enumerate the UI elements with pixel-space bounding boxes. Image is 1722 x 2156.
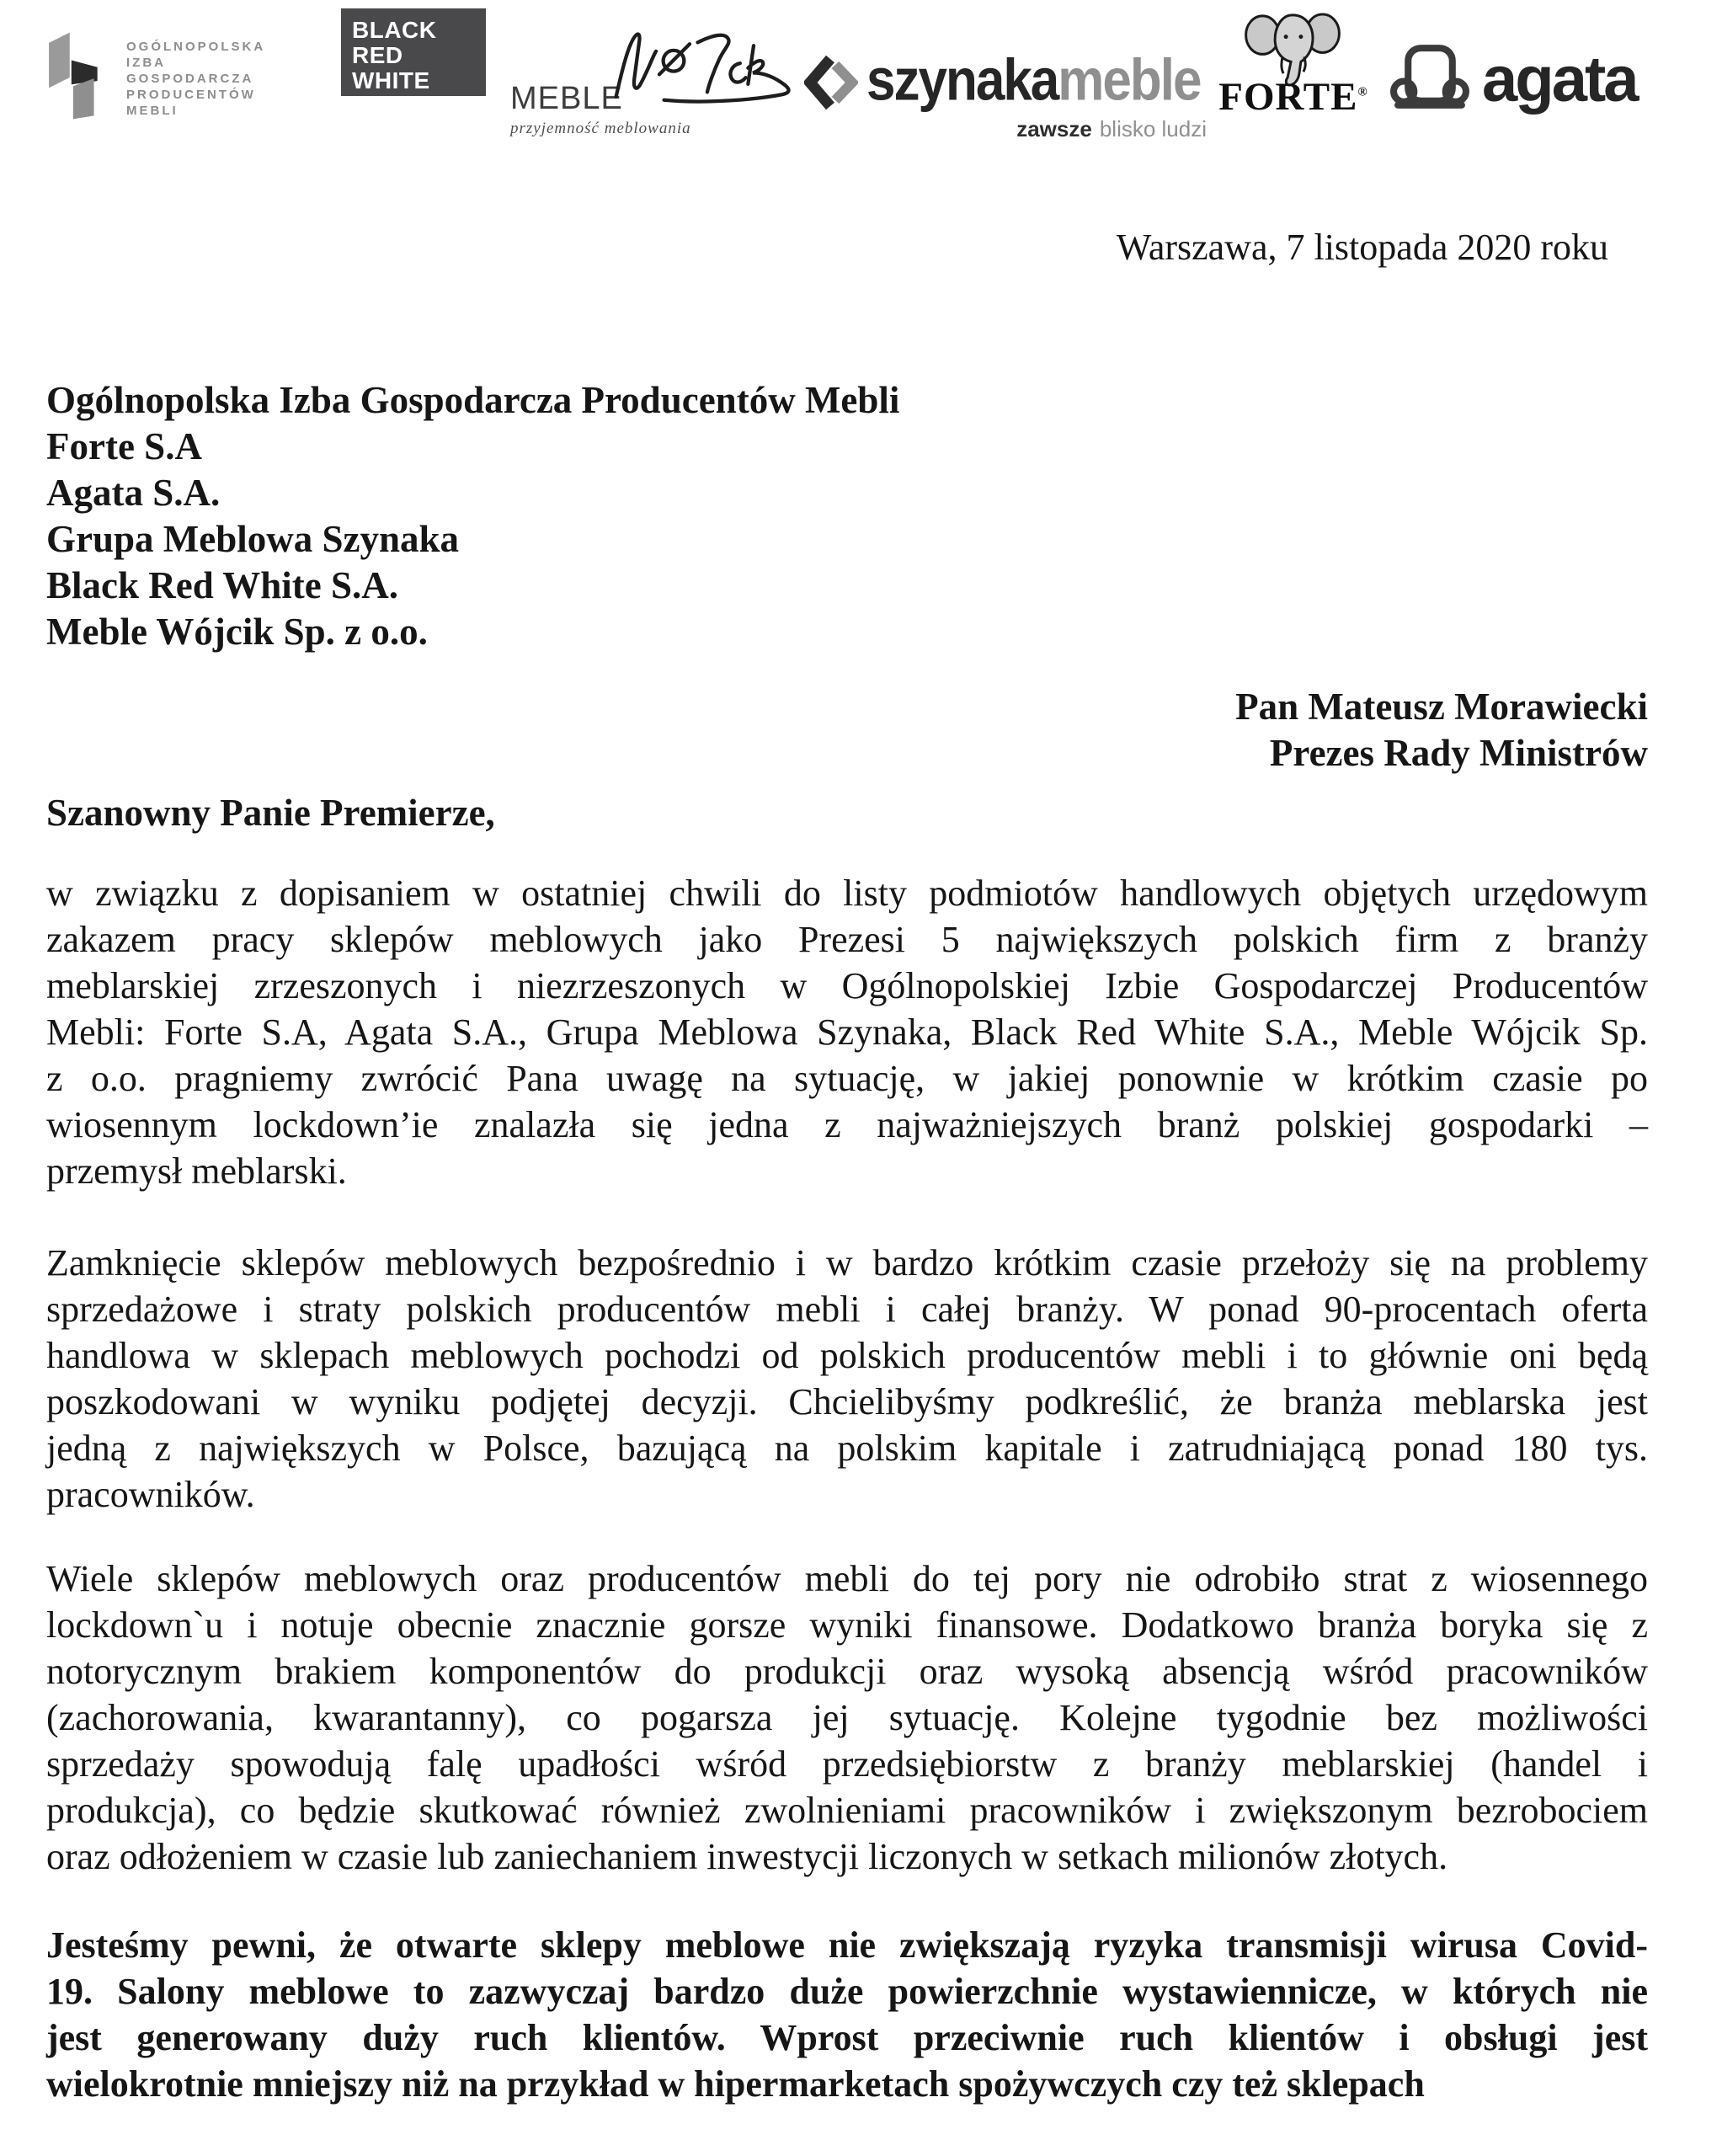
text-line: wielokrotnie mniejszy niż na przykład w hipermarketach spożywczych czy też sklepach: [46, 2063, 1425, 2105]
text-line: oraz odłożeniem w czasie lub zaniechaniem inwestycji liczonych w setkach milionów złotych.: [46, 1836, 1448, 1877]
text-line: sprzedażowe i straty polskich producentów mebli i całej branży. W ponad 90-procentach oferta: [46, 1289, 1648, 1330]
logo-wojcik-brand: MEBLE: [510, 81, 623, 116]
logo-wojcik-tagline: przyjemność meblowania: [510, 120, 691, 137]
signature-icon: [610, 15, 802, 115]
logo-szynaka-brand-secondary: meble: [1058, 48, 1201, 114]
logo-forte-brand-text: FORTE: [1218, 75, 1358, 119]
logo-agata: [1389, 44, 1637, 116]
text-line: z o.o. pragniemy zwrócić Pana uwagę na sytuację, w jakiej ponownie w krótkim czasie po: [46, 1058, 1648, 1099]
text-line: Agata S.A.: [46, 472, 221, 514]
text-line: MEBLI: [126, 104, 179, 118]
logo-szynaka-tagline-rest: blisko ludzi: [1099, 116, 1207, 141]
text-line: lockdown`u i notuje obecnie znacznie gorsze wyniki finansowe. Dodatkowo branża boryka się z: [46, 1604, 1648, 1646]
text-line: Grupa Meblowa Szynaka: [46, 518, 460, 560]
text-line: w związku z dopisaniem w ostatniej chwili do listy podmiotów handlowych objętych urzędowym: [46, 873, 1648, 914]
logo-oigpm: [47, 22, 265, 120]
text-line: BLACK: [352, 17, 437, 43]
paragraph-1: [46, 870, 1648, 1194]
text-line: notorycznym brakiem komponentów do produkcji oraz wysoką absencją wśród pracowników: [46, 1651, 1648, 1692]
text-line: OGÓLNOPOLSKA: [126, 40, 266, 54]
text-line: pracowników.: [46, 1474, 255, 1515]
chair-icon: [47, 32, 108, 120]
text-line: Wiele sklepów meblowych oraz producentów mebli do tej pory nie odrobiło strat z wiosennego: [46, 1558, 1648, 1599]
paragraph-2: [46, 1240, 1648, 1518]
armchair-icon: [1389, 44, 1470, 116]
text-line: jest generowany duży ruch klientów. Wprost przeciwnie ruch klientów i obsługi jest: [46, 2017, 1648, 2058]
sender-block: [46, 377, 899, 655]
logo-strip: [0, 8, 1722, 147]
text-line: Meble Wójcik Sp. z o.o.: [46, 611, 428, 653]
logo-szynaka-tagline-bold: zawsze: [1016, 116, 1092, 141]
logo-forte: [1213, 8, 1374, 120]
text-line: zakazem pracy sklepów meblowych jako Prezesi 5 największych polskich firm z branży: [46, 919, 1648, 960]
logo-szynaka-meble: [804, 49, 1207, 143]
text-line: Pan Mateusz Morawiecki: [1235, 686, 1648, 728]
text-line: Ogólnopolska Izba Gospodarcza Producentów Mebli: [46, 379, 900, 421]
logo-szynaka-brand-primary: szynaka: [866, 48, 1058, 114]
registered-mark-icon: ®: [1357, 85, 1368, 99]
text-line: przemysł meblarski.: [46, 1150, 347, 1192]
addressee-block: [1235, 684, 1648, 776]
logo-oigpm-text: [126, 39, 265, 119]
paragraph-3: [46, 1556, 1648, 1880]
logo-szynaka-tagline: [1016, 116, 1207, 142]
text-line: (zachorowania, kwarantanny), co pogarsza jej sytuację. Kolejne tygodnie bez możliwości: [46, 1697, 1648, 1738]
paragraph-4-bold: [46, 1922, 1648, 2107]
logo-agata-brand: agata: [1482, 44, 1637, 115]
text-line: Jesteśmy pewni, że otwarte sklepy meblowe nie zwiększają ryzyka transmisji wirusa Covid-: [46, 1924, 1648, 1966]
text-line: Black Red White S.A.: [46, 564, 398, 606]
text-line: Mebli: Forte S.A, Agata S.A., Grupa Meblowa Szynaka, Black Red White S.A., Meble Wójcik Sp.: [46, 1011, 1648, 1053]
text-line: RED: [352, 42, 403, 68]
text-line: meblarskiej zrzeszonych i niezrzeszonych w Ogólnopolskiej Izbie Gospodarczej Producentów: [46, 965, 1648, 1006]
text-line: Zamknięcie sklepów meblowych bezpośrednio i w bardzo krótkim czasie przełoży się na problemy: [46, 1242, 1648, 1283]
text-line: 19. Salony meblowe to zazwyczaj bardzo duże powierzchnie wystawiennicze, w których nie: [46, 1971, 1648, 2012]
diamond-brackets-icon: [804, 56, 858, 113]
text-line: sprzedaży spowodują falę upadłości wśród przedsiębiorstw z branży meblarskiej (handel i: [46, 1743, 1648, 1785]
text-line: WHITE: [352, 67, 430, 93]
salutation: Szanowny Panie Premierze,: [46, 792, 495, 834]
text-line: produkcja), co będzie skutkować również zwolnieniami pracowników i zwiększonym bezrobociem: [46, 1790, 1648, 1831]
text-line: IZBA: [126, 56, 166, 70]
logo-black-red-white: [341, 8, 486, 96]
text-line: handlowa w sklepach meblowych pochodzi od polskich producentów mebli i to głównie oni będą: [46, 1335, 1648, 1376]
text-line: wiosennym lockdown’ie znalazła się jedna z najważniejszych branż polskiej gospodarki –: [46, 1104, 1648, 1145]
text-line: Forte S.A: [46, 425, 202, 467]
date-line: Warszawa, 7 listopada 2020 roku: [1116, 227, 1608, 268]
logo-szynaka-brand: [866, 47, 1200, 115]
text-line: PRODUCENTÓW: [126, 88, 256, 102]
text-line: Prezes Rady Ministrów: [1269, 732, 1648, 774]
text-line: GOSPODARCZA: [126, 72, 254, 86]
text-line: poszkodowani w wyniku podjętej decyzji. Chcielibyśmy podkreślić, że branża meblarska jest: [46, 1381, 1648, 1422]
logo-meble-wojcik: [507, 13, 802, 144]
text-line: jedną z największych w Polsce, bazującą na polskim kapitale i zatrudniającą ponad 180 tys.: [46, 1428, 1648, 1469]
logo-forte-brand: [1213, 74, 1374, 120]
